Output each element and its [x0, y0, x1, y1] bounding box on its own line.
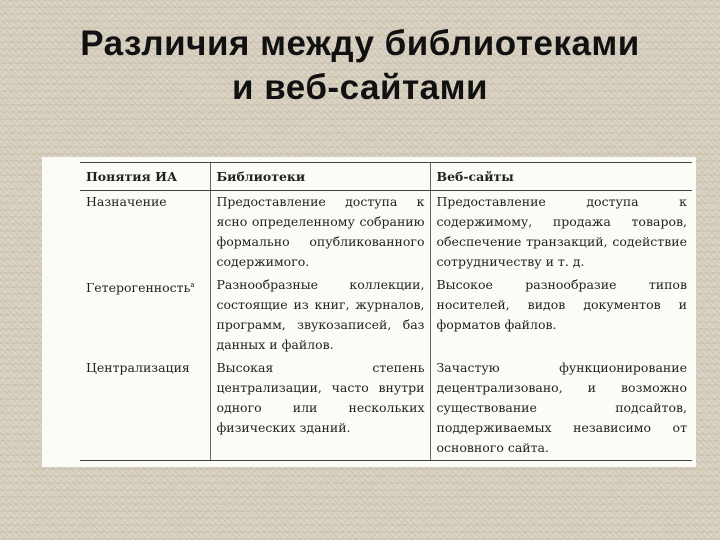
- slide-title: [0, 22, 720, 110]
- row-concept-cell: [80, 357, 210, 461]
- row-websites-cell: [430, 274, 692, 357]
- row-websites-text: Зачастую функционирование децентрализовано, и возможно существование подсайтов, поддерживаемых независимо от основного сайта.: [436, 360, 687, 455]
- column-header-websites: Веб-сайты: [430, 163, 692, 191]
- row-concept-label: Назначение: [86, 194, 167, 209]
- row-libraries-cell: [210, 357, 430, 461]
- row-libraries-text: Высокая степень централизации, часто внутри одного или нескольких физических зданий.: [216, 360, 425, 435]
- slide-title-line-1: Различия между библиотеками: [80, 24, 640, 63]
- row-libraries-text: Разнообразные коллекции, состоящие из книг, журналов, программ, звукозаписей, баз данных и файлов.: [216, 277, 425, 352]
- row-concept-label: Гетерогенность: [86, 280, 191, 296]
- slide-title-line-2: и веб-сайтами: [232, 68, 488, 107]
- footnote-marker: a: [190, 281, 195, 289]
- table-row: [80, 274, 692, 357]
- table-row: [80, 357, 692, 461]
- column-header-concepts: Понятия ИА: [80, 163, 210, 191]
- row-concept-cell: [80, 274, 210, 357]
- row-websites-cell: [430, 357, 692, 461]
- row-libraries-cell: [210, 274, 430, 357]
- row-websites-cell: [430, 191, 692, 275]
- table-header-row: [80, 163, 692, 191]
- row-libraries-text: Предоставление доступа к ясно определенному собранию формально опубликованного содержимого.: [216, 194, 425, 269]
- comparison-table: [80, 162, 692, 461]
- row-websites-text: Предоставление доступа к содержимому, продажа товаров, обеспечение транзакций, содействие сотрудничеству и т. д.: [436, 194, 687, 269]
- row-libraries-cell: [210, 191, 430, 275]
- row-websites-text: Высокое разнообразие типов носителей, видов документов и форматов файлов.: [436, 277, 687, 332]
- row-concept-cell: [80, 191, 210, 275]
- row-concept-label: Централизация: [86, 360, 190, 375]
- comparison-table-card: [42, 157, 696, 467]
- table-row: [80, 191, 692, 275]
- column-header-libraries: Библиотеки: [210, 163, 430, 191]
